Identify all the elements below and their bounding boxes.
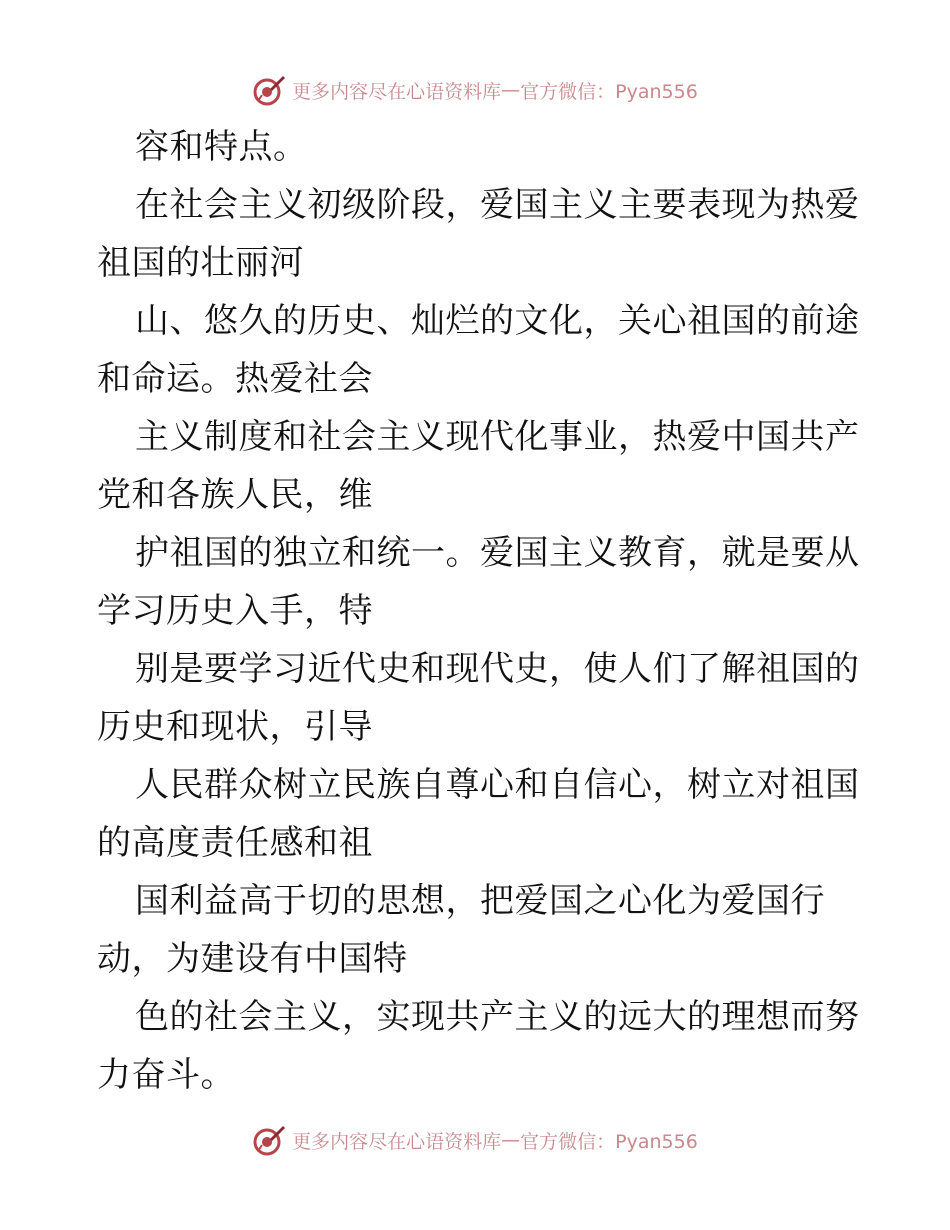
text-line: 人民群众树立民族自尊心和自信心，树立对祖国: [135, 765, 860, 805]
text-line: 别是要学习近代史和现代史，使人们了解祖国的: [135, 649, 860, 689]
text-line: 主义制度和社会主义现代化事业，热爱中国共产: [135, 417, 860, 457]
text-line: 容和特点。: [135, 127, 308, 167]
banner-separator: —: [501, 1129, 521, 1151]
footer-banner: [0, 1120, 950, 1160]
banner-separator: —: [501, 79, 521, 101]
text-line: 历史和现状，引导: [97, 707, 373, 747]
text-line: 学习历史入手，特: [97, 591, 373, 631]
text-line: 党和各族人民，维: [97, 475, 373, 515]
banner-contact: 官方微信：Pyan556: [520, 80, 698, 103]
pen-circle-logo-icon: [252, 73, 286, 107]
text-line: 动，为建设有中国特: [97, 939, 408, 979]
text-line: 国利益高于切的思想，把爱国之心化为爱国行: [135, 881, 825, 921]
banner-contact: 官方微信：Pyan556: [520, 1130, 698, 1153]
text-line: 山、悠久的历史、灿烂的文化，关心祖国的前途: [135, 301, 860, 341]
pen-circle-logo-icon: [252, 1123, 286, 1157]
document-body: [97, 118, 860, 1104]
header-banner: [0, 70, 950, 110]
banner-site-name: 更多内容尽在心语资料库: [292, 1130, 502, 1153]
text-line: 色的社会主义，实现共产主义的远大的理想而努: [135, 997, 860, 1037]
text-line: 和命运。热爱社会: [97, 359, 373, 399]
banner-site-name: 更多内容尽在心语资料库: [292, 80, 502, 103]
text-line: 在社会主义初级阶段，爱国主义主要表现为热爱: [135, 185, 860, 225]
text-line: 祖国的壮丽河: [97, 243, 304, 283]
text-line: 的高度责任感和祖: [97, 823, 373, 863]
text-line: 力奋斗。: [97, 1055, 235, 1095]
text-line: 护祖国的独立和统一。爱国主义教育，就是要从: [135, 533, 860, 573]
